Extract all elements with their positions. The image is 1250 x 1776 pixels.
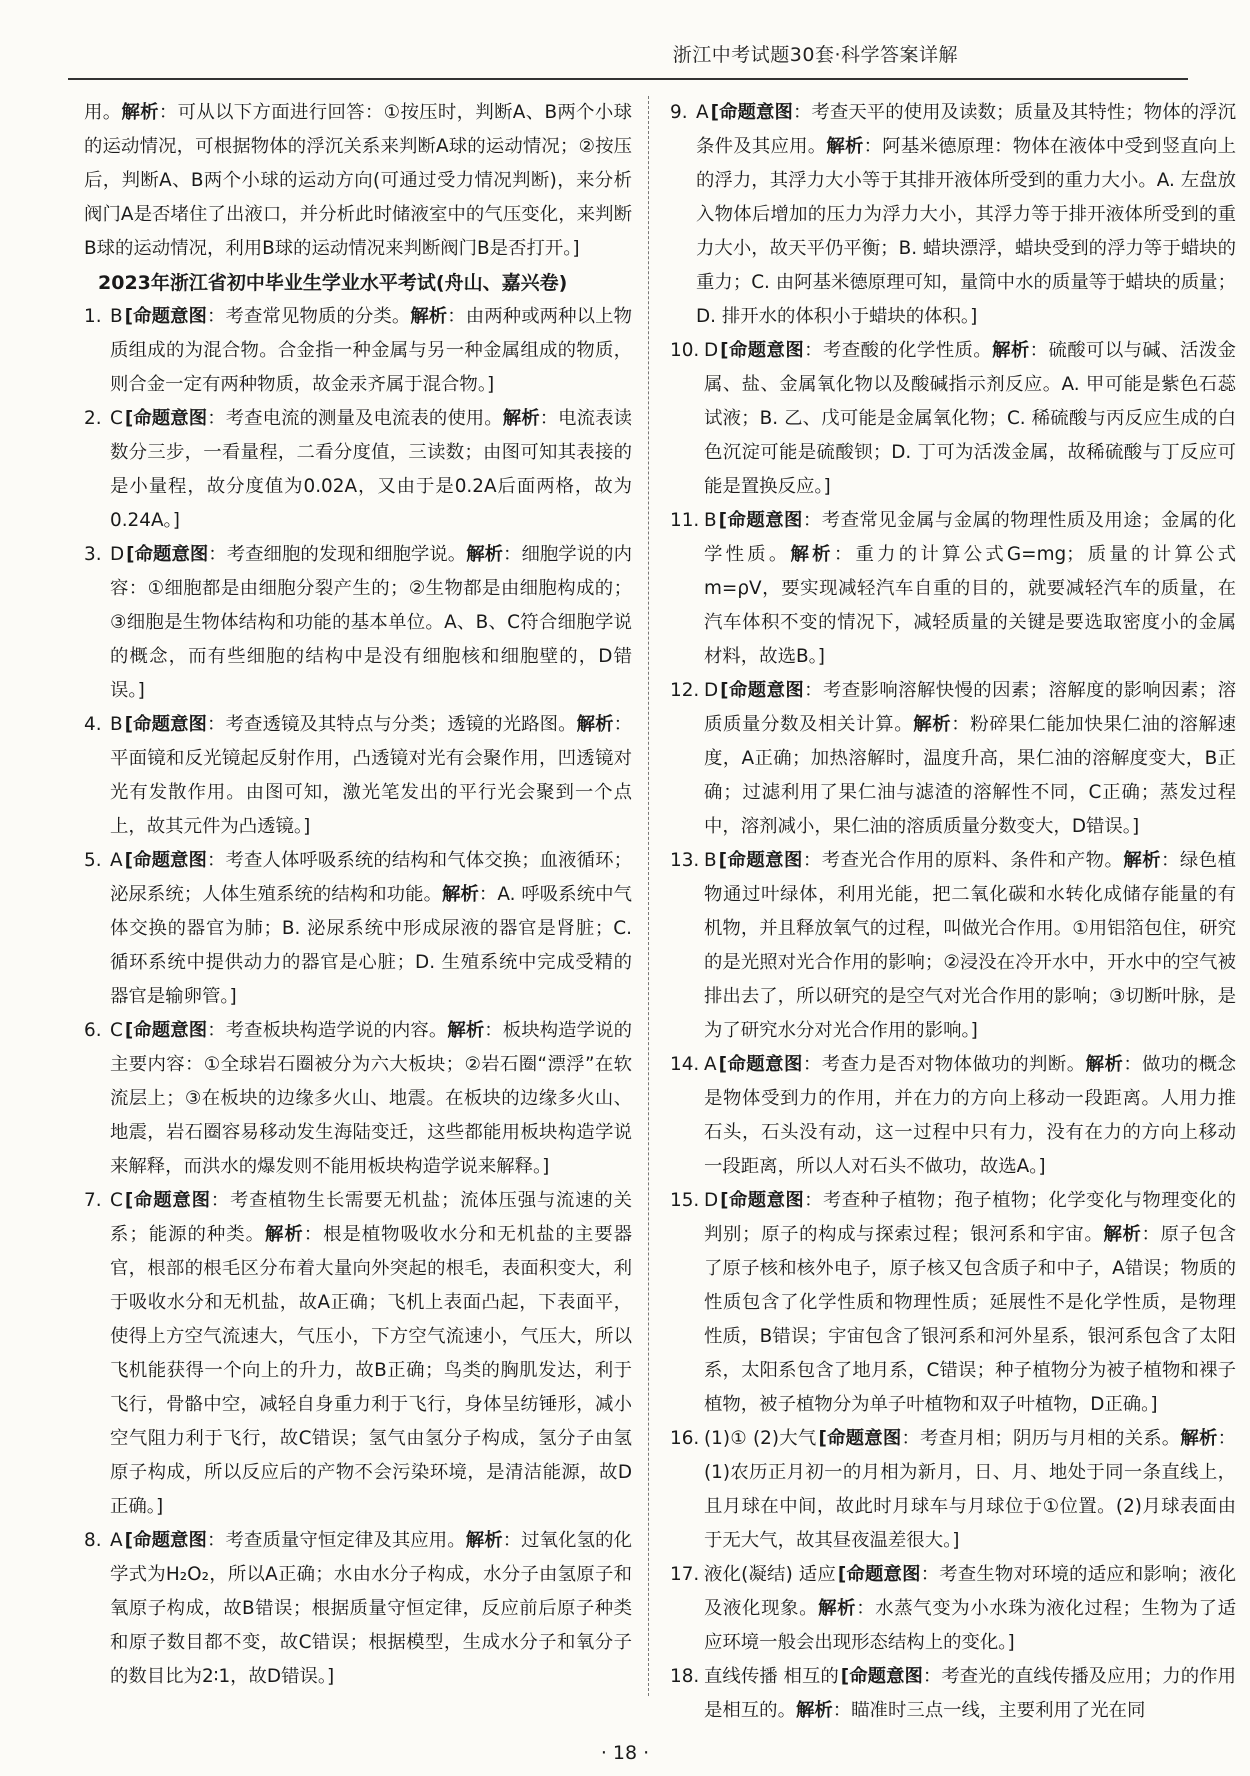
intent-label: [命题意图 [840,1666,923,1687]
question-number: 7. [84,1190,102,1211]
answer-choice: D [110,544,125,565]
analysis-label: 解析 [992,340,1030,361]
analysis-label: 解析 [447,1020,485,1041]
answer-item [670,1660,1236,1728]
answer-choice: C [110,408,123,429]
analysis-label: 解析 [442,884,479,905]
analysis-label: 解析 [576,714,614,735]
analysis-label: 解析 [1123,850,1162,871]
intent-text: ：考查影响溶解快慢的因素；溶解度的影响因素；溶质质量分数及相关计算。 [704,680,1236,735]
intent-label: [命题意图 [710,102,793,123]
analysis-text: ：电流表读数分三步，一看量程，二看分度值，三读数；由图可知其表接的是小量程，故分度值为0.02A，又由于是0.2A后面两格，故为0.24A。] [110,408,632,531]
analysis-text: ：水蒸气变为小水珠为液化过程；生物为了适应环境一般会出现形态结构上的变化。] [704,1598,1236,1653]
intent-label: [命题意图 [720,340,805,361]
answer-item [670,1422,1236,1558]
analysis-label: 解析 [466,544,504,565]
answer-choice: B [110,306,123,327]
analysis-label: 解析 [818,1598,857,1619]
intent-label: [命题意图 [124,1020,208,1041]
analysis-text: ：板块构造学说的主要内容：①全球岩石圈被分为六大板块；②岩石圈“漂浮”在软流层上；③在板块的边缘多火山、地震。在板块的边缘多火山、地震，岩石圈容易移动发生海陆变迁，这些都能用板块构造学说来解释，而洪水的爆发则不能用板块构造学说来解释。] [110,1020,632,1177]
answer-item [84,708,632,844]
question-number: 11. [670,510,700,531]
question-number: 17. [670,1564,700,1585]
analysis-label: 解析 [1085,1054,1124,1075]
answer-choice: D [704,1190,719,1211]
column-divider [648,96,649,1696]
page-header [68,0,1188,80]
section-title: 2023年浙江省初中毕业生学业水平考试(舟山、嘉兴卷) [98,272,568,294]
answer-choice: D [704,680,719,701]
right-answer-list [670,96,1236,1728]
intent-text: ：考查力是否对物体做功的判断。 [802,1054,1086,1075]
answer-item [670,1184,1236,1422]
intent-text: ：考查光的直线传播及应用；力的作用是相互的。 [704,1666,1236,1721]
intent-text: ：考查种子植物；孢子植物；化学变化与物理变化的判别；原子的构成与探索过程；银河系和宇宙。 [704,1190,1236,1245]
question-number: 12. [670,680,700,701]
question-number: 8. [84,1530,102,1551]
analysis-text: ：粉碎果仁能加快果仁油的溶解速度，A正确；加热溶解时，温度升高，果仁油的溶解度变大，B正确；过滤利用了果仁油与滤渣的溶解性不同，C正确；蒸发过程中，溶剂减小，果仁油的溶质质量分数变大，D错误。] [704,714,1236,837]
answer-choice: C [110,1190,123,1211]
intent-text: ：考查光合作用的原料、条件和产物。 [802,850,1124,871]
intent-label: [命题意图 [124,1530,208,1551]
intro-paragraph: 用。解析：可从以下方面进行回答：①按压时，判断A、B两个小球的运动情况，可根据物体的浮沉关系来判断A球的运动情况；②按压后，判断A、B两个小球的运动方向(可通过受力情况判断)，来分析阀门A是否堵住了出液口，并分析此时储液室中的气压变化，来判断B球的运动情况，利用B球的运动情况来判断阀门B是否打开。] [84,102,632,259]
analysis-label: 解析 [795,1700,833,1721]
answer-item [670,334,1236,504]
analysis-text: ：由两种或两种以上物质组成的为混合物。合金指一种金属与另一种金属组成的物质，则合金一定有两种物质，故金汞齐属于混合物。] [110,306,632,395]
page-number: · 18 · [600,1742,650,1764]
analysis-label: 解析 [790,544,834,565]
analysis-label: 解析 [465,1530,503,1551]
answer-item [670,96,1236,334]
intent-label: [命题意图 [718,1054,803,1075]
analysis-label: 解析 [1103,1224,1142,1245]
answer-choice: D [704,340,719,361]
question-number: 5. [84,850,102,871]
answer-choice: B [704,510,717,531]
answer-item [84,1184,632,1524]
answer-choice: A [110,1530,123,1551]
analysis-text: ：硫酸可以与碱、活泼金属、盐、金属氧化物以及酸碱指示剂反应。A. 甲可能是紫色石蕊试液；B. 乙、戊可能是金属氧化物；C. 稀硫酸与丙反应生成的白色沉淀可能是硫酸钡；D. 丁可为活泼金属，故稀硫酸与丁反应可能是置换反应。] [704,340,1236,497]
book-title: 浙江中考试题30套·科学答案详解 [672,44,958,66]
intent-label: [命题意图 [837,1564,921,1585]
answer-choice: B [110,714,123,735]
intent-label: [命题意图 [126,544,209,565]
answer-choice: A [696,102,709,123]
intent-label: [命题意图 [818,1428,902,1449]
analysis-label: 解析 [913,714,952,735]
question-number: 16. [670,1428,700,1449]
answer-choice: (1)① (2)大气 [704,1428,817,1449]
answer-item [84,1014,632,1184]
intent-text: ：考查人体呼吸系统的结构和气体交换；血液循环；泌尿系统；人体生殖系统的结构和功能。 [110,850,632,905]
intent-text: ：考查常见金属与金属的物理性质及用途；金属的化学性质。 [704,510,1236,565]
question-number: 14. [670,1054,700,1075]
analysis-text: ：重力的计算公式G=mg；质量的计算公式m=ρV，要实现减轻汽车自重的目的，就要减轻汽车的质量，在汽车体积不变的情况下，减轻质量的关键是要选取密度小的金属材料，故选B。] [704,544,1236,667]
analysis-text: ：绿色植物通过叶绿体，利用光能，把二氧化碳和水转化成储存能量的有机物，并且释放氧气的过程，叫做光合作用。①用铝箔包住，研究的是光照对光合作用的影响；②浸没在冷开水中，开水中的空气被排出去了，所以研究的是空气对光合作用的影响；③切断叶脉，是为了研究水分对光合作用的影响。] [704,850,1236,1041]
analysis-text: ：过氧化氢的化学式为H₂O₂，所以A正确；水由水分子构成，水分子由氢原子和氧原子构成，故B错误；根据质量守恒定律，反应前后原子种类和原子数目都不变，故C错误；根据模型，生成水分子和氧分子的数目比为2∶1，故D错误。] [110,1530,632,1687]
question-number: 15. [670,1190,700,1211]
intent-text: ：考查细胞的发现和细胞学说。 [208,544,467,565]
answer-choice: 直线传播 相互的 [704,1666,839,1687]
intent-text: ：考查板块构造学说的内容。 [207,1020,448,1041]
analysis-text: ：A. 呼吸系统中气体交换的器官为肺；B. 泌尿系统中形成尿液的器官是肾脏；C. 循环系统中提供动力的器官是心脏；D. 生殖系统中完成受精的器官是输卵管。] [110,884,632,1007]
analysis-label: 解析 [826,136,864,157]
right-column [670,96,1236,1728]
question-number: 2. [84,408,102,429]
answer-item [670,674,1236,844]
question-number: 1. [84,306,102,327]
answer-item [670,504,1236,674]
intent-text: ：考查常见物质的分类。 [207,306,411,327]
analysis-text: ：(1)农历正月初一的月相为新月，日、月、地处于同一条直线上，且月球在中间，故此时月球车与月球位于①位置。(2)月球表面由于无大气，故其昼夜温差很大。] [704,1428,1236,1551]
intent-text: ：考查酸的化学性质。 [804,340,993,361]
answer-item [84,1524,632,1694]
analysis-text: ：瞄准时三点一线，主要利用了光在同 [832,1700,1146,1721]
intent-label: [命题意图 [124,408,208,429]
left-answer-list [84,300,632,1694]
analysis-label: 解析 [1180,1428,1218,1449]
analysis-text: ：做功的概念是物体受到力的作用，并在力的方向上移动一段距离。人用力推石头，石头没有动，这一过程中只有力，没有在力的方向上移动一段距离，所以人对石头不做功，故选A。] [704,1054,1236,1177]
intent-text: ：考查生物对环境的适应和影响；液化及液化现象。 [704,1564,1236,1619]
question-number: 10. [670,340,700,361]
intent-text: ：考查透镜及其特点与分类；透镜的光路图。 [207,714,577,735]
analysis-label: 解析 [410,306,448,327]
analysis-text: ：根是植物吸收水分和无机盐的主要器官，根部的根毛区分布着大量向外突起的根毛，表面积变大，利于吸收水分和无机盐，故A正确；飞机上表面凸起，下表面平，使得上方空气流速大，气压小，下方空气流速小，气压大，所以飞机能获得一个向上的升力，故B正确；鸟类的胸肌发达，利于飞行，骨骼中空，减轻自身重力利于飞行，身体呈纺锤形，减小空气阻力利于飞行，故C错误；氢气由氢分子构成，氢分子由氢原子构成，所以反应后的产物不会污染环境，是清洁能源，故D正确。] [110,1224,632,1517]
intent-label: [命题意图 [720,1190,805,1211]
analysis-text: ：原子包含了原子核和核外电子，原子核又包含质子和中子，A错误；物质的性质包含了化学性质和物理性质；延展性不是化学性质，是物理性质，B错误；宇宙包含了银河系和河外星系，银河系包含了太阳系，太阳系包含了地月系，C错误；种子植物分为被子植物和裸子植物，被子植物分为单子叶植物和双子叶植物，D正确。] [704,1224,1236,1415]
answer-item [670,1558,1236,1660]
intent-label: [命题意图 [124,306,208,327]
answer-item [84,300,632,402]
intent-label: [命题意图 [124,850,208,871]
intent-label: [命题意图 [718,510,803,531]
analysis-text: ：细胞学说的内容：①细胞都是由细胞分裂产生的；②生物都是由细胞构成的；③细胞是生物体结构和功能的基本单位。A、B、C符合细胞学说的概念，而有些细胞的结构中是没有细胞核和细胞壁的，D错误。] [110,544,632,701]
question-number: 3. [84,544,102,565]
answer-item [670,844,1236,1048]
answer-choice: B [704,850,717,871]
answer-choice: A [704,1054,717,1075]
question-number: 4. [84,714,102,735]
analysis-label: 解析 [502,408,540,429]
analysis-text: ：阿基米德原理：物体在液体中受到竖直向上的浮力，其浮力大小等于其排开液体所受到的重力大小。A. 左盘放入物体后增加的压力为浮力大小，其浮力等于排开液体所受到的重力大小，故天平仍平衡；B. 蜡块漂浮，蜡块受到的浮力等于蜡块的重力；C. 由阿基米德原理可知，量筒中水的质量等于蜡块的质量；D. 排开水的体积小于蜡块的体积。] [696,136,1236,327]
intent-text: ：考查植物生长需要无机盐；流体压强与流速的关系；能源的种类。 [110,1190,632,1245]
intent-label: [命题意图 [124,1190,211,1211]
answer-item [670,1048,1236,1184]
answer-choice: C [110,1020,123,1041]
question-number: 9. [670,102,688,123]
question-number: 18. [670,1666,700,1687]
answer-choice: A [110,850,123,871]
intent-text: ：考查电流的测量及电流表的使用。 [207,408,503,429]
analysis-label: 解析 [264,1224,304,1245]
intent-label: [命题意图 [124,714,208,735]
answer-item [84,844,632,1014]
question-number: 6. [84,1020,102,1041]
question-number: 13. [670,850,700,871]
answer-choice: 液化(凝结) 适应 [704,1564,836,1585]
answer-item [84,538,632,708]
intent-text: ：考查天平的使用及读数；质量及其特性；物体的浮沉条件及其应用。 [696,102,1236,157]
answer-item [84,402,632,538]
intent-label: [命题意图 [720,680,805,701]
intent-text: ：考查月相；阴历与月相的关系。 [901,1428,1181,1449]
analysis-text: ：平面镜和反光镜起反射作用，凸透镜对光有会聚作用，凹透镜对光有发散作用。由图可知，激光笔发出的平行光会聚到一个点上，故其元件为凸透镜。] [110,714,632,837]
intent-text: ：考查质量守恒定律及其应用。 [207,1530,466,1551]
left-column [84,96,632,1694]
intent-label: [命题意图 [718,850,803,871]
